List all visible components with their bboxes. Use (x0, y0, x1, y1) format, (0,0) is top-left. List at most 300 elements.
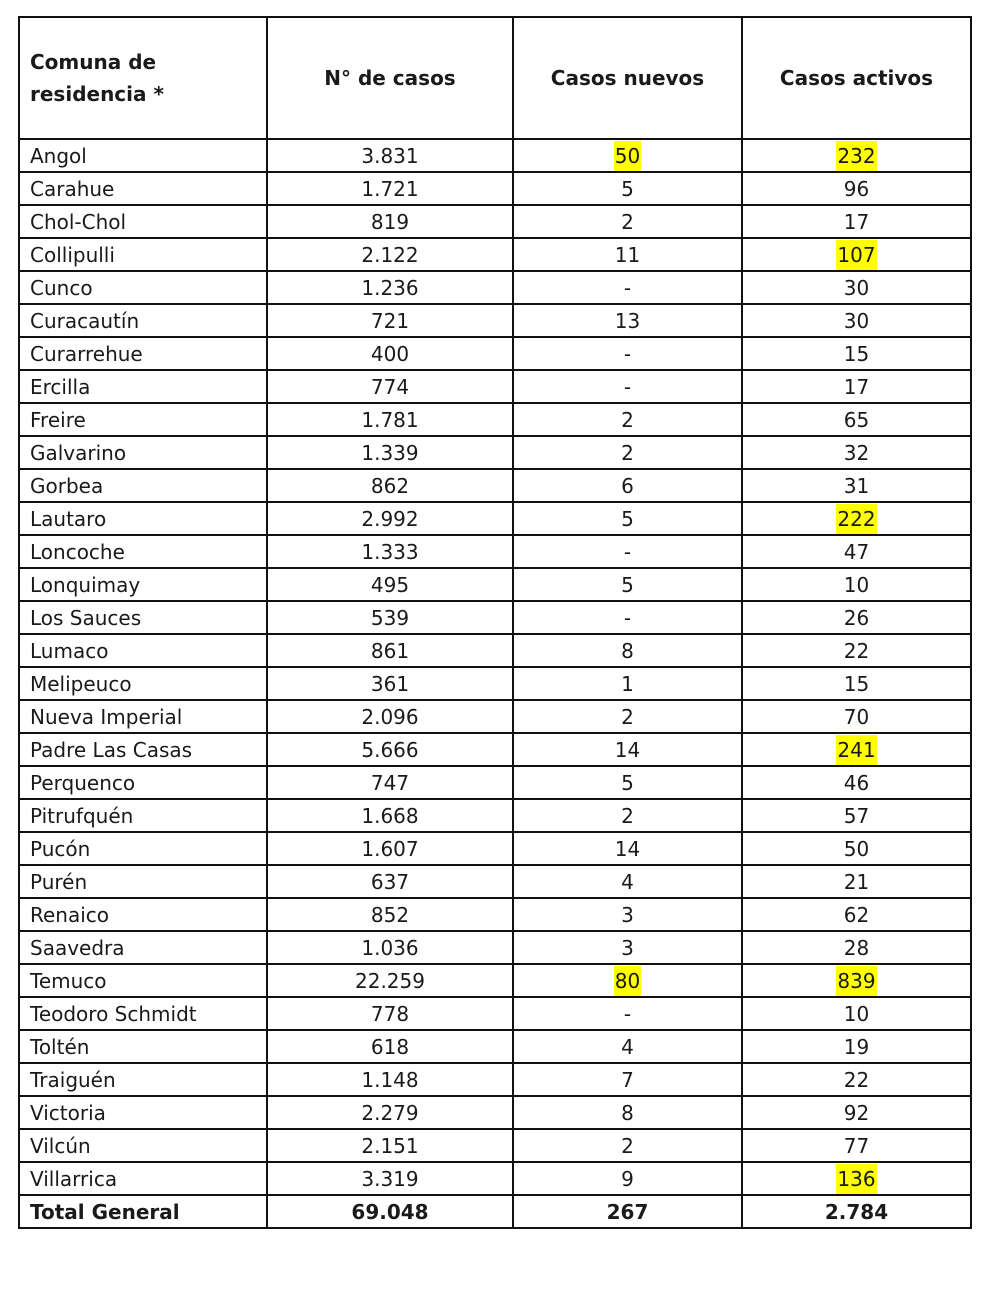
cell-comuna-value: Galvarino (30, 440, 127, 465)
cell-casos (267, 271, 513, 304)
header-comuna: Comuna de residencia * (19, 17, 267, 139)
cell-comuna-value: Padre Las Casas (30, 737, 193, 762)
table-row (19, 964, 971, 997)
cell-activos-value: 57 (843, 803, 870, 828)
cell-casos-value: 22.259 (355, 968, 425, 993)
cell-activos (742, 1063, 971, 1096)
cell-comuna (19, 337, 267, 370)
cell-comuna-value: Melipeuco (30, 671, 132, 696)
cell-activos-value: 92 (843, 1100, 870, 1125)
cell-nuevos (513, 964, 742, 997)
cell-comuna-value: Saavedra (30, 935, 125, 960)
cell-comuna (19, 535, 267, 568)
table-row (19, 535, 971, 568)
cell-nuevos-value: - (623, 539, 632, 564)
cell-casos (267, 205, 513, 238)
cell-casos-value: 400 (370, 341, 410, 366)
cell-nuevos-value: - (623, 374, 632, 399)
cell-nuevos (513, 1030, 742, 1063)
cell-activos (742, 271, 971, 304)
table-header-row (19, 17, 971, 139)
cell-activos (742, 1030, 971, 1063)
cell-casos (267, 1063, 513, 1096)
cell-nuevos (513, 1096, 742, 1129)
cell-activos-value: 47 (843, 539, 870, 564)
cell-casos-value: 1.333 (361, 539, 419, 564)
cell-nuevos (513, 304, 742, 337)
cell-activos (742, 337, 971, 370)
cell-activos (742, 502, 971, 535)
cell-activos (742, 436, 971, 469)
cell-activos (742, 205, 971, 238)
cell-nuevos-highlighted-value: 80 (614, 966, 641, 996)
cell-nuevos (513, 535, 742, 568)
cell-casos-value: 747 (370, 770, 410, 795)
cell-casos (267, 799, 513, 832)
cell-casos-value: 1.339 (361, 440, 419, 465)
cell-activos-value: 70 (843, 704, 870, 729)
cell-nuevos-value: 8 (621, 638, 634, 663)
cell-casos (267, 1129, 513, 1162)
cell-casos-value: 69.048 (351, 1199, 429, 1224)
cell-casos (267, 1162, 513, 1195)
cell-nuevos (513, 139, 742, 172)
cell-casos-value: 1.148 (361, 1067, 419, 1092)
cell-comuna (19, 436, 267, 469)
table-row (19, 898, 971, 931)
cell-comuna-value: Angol (30, 143, 87, 168)
cell-casos (267, 601, 513, 634)
cell-activos (742, 1195, 971, 1228)
table-row (19, 601, 971, 634)
cell-casos (267, 172, 513, 205)
cell-activos (742, 403, 971, 436)
cell-casos-value: 2.096 (361, 704, 419, 729)
cell-activos-value: 62 (843, 902, 870, 927)
cell-nuevos-value: 3 (621, 935, 634, 960)
cell-activos-value: 10 (843, 1001, 870, 1026)
cell-casos-value: 637 (370, 869, 410, 894)
cell-activos-value: 26 (843, 605, 870, 630)
cell-nuevos (513, 799, 742, 832)
cell-activos (742, 304, 971, 337)
cell-casos-value: 1.721 (361, 176, 419, 201)
cell-nuevos-value: - (623, 605, 632, 630)
cell-casos-value: 1.607 (361, 836, 419, 861)
cell-activos-value: 96 (843, 176, 870, 201)
cell-nuevos (513, 1162, 742, 1195)
cell-activos-value: 30 (843, 275, 870, 300)
cell-comuna (19, 1162, 267, 1195)
cell-activos-value: 22 (843, 638, 870, 663)
cell-nuevos-value: - (623, 1001, 632, 1026)
cell-activos (742, 667, 971, 700)
cell-casos (267, 1195, 513, 1228)
cell-activos-highlighted-value: 107 (836, 240, 876, 270)
table-row (19, 403, 971, 436)
table-row (19, 1063, 971, 1096)
cell-comuna (19, 1195, 267, 1228)
cell-casos (267, 337, 513, 370)
cell-nuevos (513, 1063, 742, 1096)
table-row (19, 469, 971, 502)
cell-activos (742, 898, 971, 931)
cell-nuevos (513, 766, 742, 799)
cases-by-commune-table (18, 16, 972, 1229)
cell-activos-value: 19 (843, 1034, 870, 1059)
table-body (19, 139, 971, 1228)
cell-comuna-value: Los Sauces (30, 605, 142, 630)
cell-nuevos-value: 1 (621, 671, 634, 696)
cell-comuna (19, 271, 267, 304)
cell-comuna-value: Purén (30, 869, 88, 894)
cell-nuevos (513, 403, 742, 436)
cell-casos (267, 931, 513, 964)
cell-comuna-value: Freire (30, 407, 86, 432)
table-row (19, 502, 971, 535)
cell-activos-highlighted-value: 222 (836, 504, 876, 534)
cell-comuna (19, 172, 267, 205)
cell-comuna-value: Nueva Imperial (30, 704, 183, 729)
cell-casos (267, 403, 513, 436)
cell-casos-value: 721 (370, 308, 410, 333)
cell-comuna-value: Cunco (30, 275, 93, 300)
cell-comuna-value: Ercilla (30, 374, 91, 399)
table-row (19, 1129, 971, 1162)
cell-activos-value: 65 (843, 407, 870, 432)
table-row (19, 832, 971, 865)
cell-nuevos-value: 11 (614, 242, 641, 267)
cell-nuevos (513, 205, 742, 238)
cell-nuevos-value: 4 (621, 1034, 634, 1059)
cell-casos (267, 964, 513, 997)
cell-casos (267, 535, 513, 568)
cell-casos (267, 1030, 513, 1063)
cell-casos (267, 733, 513, 766)
cell-comuna (19, 1030, 267, 1063)
cell-activos-value: 32 (843, 440, 870, 465)
cell-activos-highlighted-value: 136 (836, 1164, 876, 1194)
cell-casos-value: 3.831 (361, 143, 419, 168)
cell-activos-value: 17 (843, 209, 870, 234)
table-row (19, 568, 971, 601)
cell-nuevos-value: 6 (621, 473, 634, 498)
cell-casos-value: 1.781 (361, 407, 419, 432)
cell-nuevos (513, 634, 742, 667)
cell-casos-value: 1.036 (361, 935, 419, 960)
cell-nuevos-value: 8 (621, 1100, 634, 1125)
cell-nuevos (513, 172, 742, 205)
cell-casos (267, 469, 513, 502)
cell-nuevos (513, 865, 742, 898)
cell-activos (742, 238, 971, 271)
cell-nuevos-value: 5 (621, 506, 634, 531)
cell-nuevos (513, 601, 742, 634)
cell-nuevos-value: 9 (621, 1166, 634, 1191)
cell-comuna (19, 601, 267, 634)
cell-comuna-value: Loncoche (30, 539, 125, 564)
cell-comuna-value: Pucón (30, 836, 91, 861)
cell-comuna (19, 370, 267, 403)
cell-activos-value: 31 (843, 473, 870, 498)
cell-nuevos (513, 1195, 742, 1228)
table-row (19, 799, 971, 832)
cell-activos-value: 77 (843, 1133, 870, 1158)
cell-activos (742, 370, 971, 403)
cell-nuevos (513, 469, 742, 502)
cell-casos (267, 667, 513, 700)
cell-comuna-value: Victoria (30, 1100, 106, 1125)
cell-casos-value: 1.668 (361, 803, 419, 828)
cell-nuevos-value: 14 (614, 836, 641, 861)
cell-casos (267, 700, 513, 733)
cell-nuevos (513, 667, 742, 700)
cell-casos (267, 997, 513, 1030)
cell-activos-value: 46 (843, 770, 870, 795)
cell-comuna-value: Temuco (30, 968, 107, 993)
cell-comuna (19, 469, 267, 502)
cell-activos (742, 733, 971, 766)
cell-casos-value: 2.151 (361, 1133, 419, 1158)
cell-comuna (19, 568, 267, 601)
cell-activos (742, 568, 971, 601)
cell-casos-value: 1.236 (361, 275, 419, 300)
cell-casos-value: 539 (370, 605, 410, 630)
cell-comuna (19, 766, 267, 799)
cell-activos (742, 964, 971, 997)
cell-comuna-value: Perquenco (30, 770, 136, 795)
cell-activos-highlighted-value: 232 (836, 141, 876, 171)
table-row (19, 634, 971, 667)
cell-comuna (19, 634, 267, 667)
cell-activos-highlighted-value: 241 (836, 735, 876, 765)
cell-casos-value: 862 (370, 473, 410, 498)
cell-activos-value: 22 (843, 1067, 870, 1092)
cell-casos (267, 634, 513, 667)
cell-comuna-value: Lumaco (30, 638, 109, 663)
cell-activos (742, 931, 971, 964)
cell-activos (742, 601, 971, 634)
table-row (19, 733, 971, 766)
cell-casos-value: 361 (370, 671, 410, 696)
cell-nuevos-highlighted-value: 50 (614, 141, 641, 171)
cell-comuna-value: Chol-Chol (30, 209, 127, 234)
header-casos: N° de casos (267, 17, 513, 139)
table-row (19, 997, 971, 1030)
cell-casos-value: 774 (370, 374, 410, 399)
cell-comuna-value: Lautaro (30, 506, 107, 531)
cell-nuevos-value: 2 (621, 209, 634, 234)
table-row (19, 700, 971, 733)
cell-comuna (19, 1063, 267, 1096)
cell-nuevos (513, 238, 742, 271)
cell-comuna (19, 1129, 267, 1162)
cell-comuna-value: Total General (30, 1199, 180, 1224)
cell-nuevos-value: 2 (621, 407, 634, 432)
cell-comuna-value: Toltén (30, 1034, 90, 1059)
table-row (19, 931, 971, 964)
cell-comuna (19, 865, 267, 898)
cell-comuna-value: Vilcún (30, 1133, 91, 1158)
cell-comuna-value: Traiguén (30, 1067, 116, 1092)
table-row (19, 271, 971, 304)
cell-casos-value: 618 (370, 1034, 410, 1059)
cell-comuna-value: Teodoro Schmidt (30, 1001, 197, 1026)
table-row (19, 1162, 971, 1195)
cell-casos-value: 2.279 (361, 1100, 419, 1125)
table-row (19, 436, 971, 469)
cell-activos-highlighted-value: 839 (836, 966, 876, 996)
cell-nuevos-value: 4 (621, 869, 634, 894)
cell-activos (742, 1096, 971, 1129)
cell-comuna (19, 733, 267, 766)
cell-activos (742, 469, 971, 502)
cell-nuevos-value: 2 (621, 803, 634, 828)
table-row (19, 304, 971, 337)
cell-nuevos-value: 2 (621, 440, 634, 465)
cell-casos-value: 495 (370, 572, 410, 597)
cell-nuevos-value: 14 (614, 737, 641, 762)
cell-nuevos-value: 2 (621, 704, 634, 729)
cell-comuna-value: Curarrehue (30, 341, 143, 366)
cell-activos (742, 172, 971, 205)
table-row (19, 865, 971, 898)
cell-casos (267, 139, 513, 172)
cell-nuevos-value: 5 (621, 572, 634, 597)
cell-comuna (19, 799, 267, 832)
cell-casos (267, 436, 513, 469)
cell-nuevos (513, 370, 742, 403)
cell-nuevos (513, 997, 742, 1030)
cell-activos (742, 634, 971, 667)
cell-casos (267, 766, 513, 799)
cell-casos (267, 304, 513, 337)
cell-nuevos-value: 5 (621, 770, 634, 795)
cell-comuna-value: Lonquimay (30, 572, 141, 597)
cell-casos (267, 238, 513, 271)
cell-activos (742, 139, 971, 172)
table-row (19, 205, 971, 238)
cell-nuevos-value: 13 (614, 308, 641, 333)
table-row (19, 667, 971, 700)
cell-activos-value: 28 (843, 935, 870, 960)
cell-comuna (19, 1096, 267, 1129)
cell-nuevos (513, 502, 742, 535)
cell-activos (742, 535, 971, 568)
header-nuevos: Casos nuevos (513, 17, 742, 139)
cell-nuevos-value: 267 (606, 1199, 649, 1224)
cell-casos-value: 861 (370, 638, 410, 663)
cell-casos-value: 2.992 (361, 506, 419, 531)
cell-activos-value: 50 (843, 836, 870, 861)
cell-activos-value: 2.784 (824, 1199, 889, 1224)
cell-nuevos (513, 337, 742, 370)
cell-activos (742, 1129, 971, 1162)
cell-comuna (19, 832, 267, 865)
cell-casos (267, 502, 513, 535)
cell-comuna (19, 997, 267, 1030)
cell-activos (742, 997, 971, 1030)
cell-casos-value: 819 (370, 209, 410, 234)
cell-casos (267, 370, 513, 403)
cell-comuna-value: Curacautín (30, 308, 140, 333)
cell-activos-value: 17 (843, 374, 870, 399)
cell-activos (742, 700, 971, 733)
cell-casos (267, 898, 513, 931)
cell-comuna (19, 931, 267, 964)
cell-comuna-value: Villarrica (30, 1166, 118, 1191)
cell-comuna (19, 700, 267, 733)
cell-nuevos-value: 2 (621, 1133, 634, 1158)
table-row (19, 1030, 971, 1063)
cell-comuna-value: Pitrufquén (30, 803, 134, 828)
cell-casos-value: 3.319 (361, 1166, 419, 1191)
cell-casos (267, 1096, 513, 1129)
cell-comuna (19, 964, 267, 997)
cell-comuna-value: Carahue (30, 176, 115, 201)
cell-nuevos-value: 7 (621, 1067, 634, 1092)
cell-activos-value: 10 (843, 572, 870, 597)
cell-comuna (19, 238, 267, 271)
cell-casos-value: 5.666 (361, 737, 419, 762)
table-row (19, 370, 971, 403)
cell-nuevos (513, 271, 742, 304)
cell-comuna (19, 898, 267, 931)
cell-comuna (19, 403, 267, 436)
cell-nuevos-value: - (623, 275, 632, 300)
cell-nuevos (513, 1129, 742, 1162)
cell-nuevos (513, 931, 742, 964)
cell-nuevos (513, 436, 742, 469)
cell-comuna-value: Renaico (30, 902, 110, 927)
cell-activos (742, 1162, 971, 1195)
cell-activos (742, 766, 971, 799)
cell-comuna-value: Collipulli (30, 242, 115, 267)
cell-nuevos-value: - (623, 341, 632, 366)
cell-casos-value: 852 (370, 902, 410, 927)
cell-activos (742, 865, 971, 898)
cell-comuna (19, 205, 267, 238)
total-row (19, 1195, 971, 1228)
cell-comuna (19, 304, 267, 337)
cell-activos (742, 832, 971, 865)
cell-casos (267, 568, 513, 601)
header-activos: Casos activos (742, 17, 971, 139)
table-row (19, 139, 971, 172)
table-row (19, 238, 971, 271)
cell-activos-value: 30 (843, 308, 870, 333)
cell-nuevos (513, 568, 742, 601)
cell-casos (267, 865, 513, 898)
table-row (19, 1096, 971, 1129)
cell-activos-value: 21 (843, 869, 870, 894)
cell-comuna (19, 667, 267, 700)
cell-casos-value: 2.122 (361, 242, 419, 267)
cell-nuevos-value: 3 (621, 902, 634, 927)
cell-casos (267, 832, 513, 865)
cell-activos (742, 799, 971, 832)
cell-activos-value: 15 (843, 671, 870, 696)
cell-comuna-value: Gorbea (30, 473, 104, 498)
table-row (19, 766, 971, 799)
cell-nuevos (513, 733, 742, 766)
cell-casos-value: 778 (370, 1001, 410, 1026)
cell-nuevos (513, 832, 742, 865)
cell-comuna (19, 502, 267, 535)
cell-comuna (19, 139, 267, 172)
cell-nuevos (513, 700, 742, 733)
table-row (19, 337, 971, 370)
